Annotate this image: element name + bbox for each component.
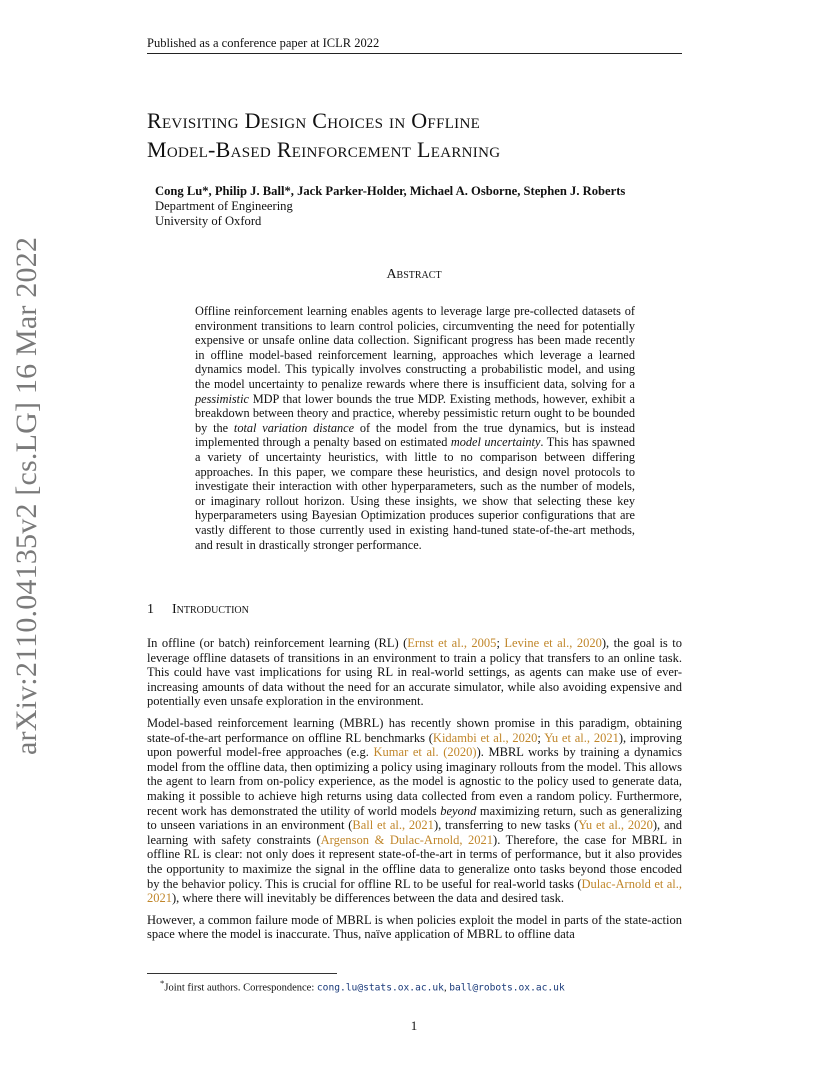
section-heading [147,602,249,618]
abstract-emph: total variation distance [233,420,355,435]
citation-link[interactable]: Ernst et al., 2005 [407,636,497,650]
citation-link[interactable]: Levine et al., 2020 [504,636,602,650]
author-university: University of Oxford [155,214,262,228]
text: Model-based reinforcement learning (MBRL) has recently shown promise in this paradigm, obtaining state-of-the-art performance on offline RL benchmarks ( [147,715,682,745]
email-link[interactable]: cong.lu@stats.ox.ac.uk [316,982,444,994]
author-block [155,184,715,229]
section-body [147,636,682,949]
abstract-part: MDP that lower bounds the true MDP. Existing methods, however, exhibit a breakdown between theory and practice, whereby pessimistic return ought to be bounded by the [195,391,635,435]
page-number: 1 [410,1018,418,1033]
footnote [160,978,680,994]
author-names: Cong Lu*, Philip J. Ball*, Jack Parker-Holder, Michael A. Osborne, Stephen J. Roberts [155,184,626,198]
title-line-2: Model-Based Reinforcement Learning [147,137,501,162]
text: ). Therefore, the case for MBRL in offline RL is clear: not only does it represent state-of-the-art in terms of performance, but it also provides the opportunity to maximize the signal in the offline data to generalize onto tasks beyond those encoded by the behavior policy. This is crucial for offline RL to be useful for real-world tasks ( [147,832,683,891]
abstract-emph: model uncertainty [450,435,541,450]
citation-link[interactable]: Yu et al., 2020 [578,818,653,833]
abstract-emph: pessimistic [195,391,249,406]
paragraph-2 [147,716,682,906]
text: ), improving upon powerful model-free approaches (e.g. [147,730,683,760]
citation-link[interactable]: Dulac-Arnold et al., 2021 [147,876,682,906]
email-link[interactable]: ball@robots.ox.ac.uk [449,982,565,994]
citation-link[interactable]: Yu et al., 2021 [544,730,619,745]
citation-link[interactable]: Ball et al., 2021 [352,818,434,833]
abstract-part: Offline reinforcement learning enables agents to leverage large pre-collected datasets of environment transitions to learn control policies, circumventing the need for potentially expensive or unsafe online data collection. Significant progress has been made recently in offline model-based reinforcement learning, approaches which leverage a learned dynamics model. This typically involves constructing a probabilistic model, and using the model uncertainty to penalize rewards where there is insufficient data, solving for a [195,304,635,391]
header-rule [147,53,682,54]
section-title: Introduction [172,602,249,617]
text: ). MBRL works by training a dynamics model from the offline data, then optimizing a policy using imaginary rollouts from the model. This allows the agent to learn from on-policy experience, as the model is agnostic to the policy used to generate data, making it possible to achieve high returns using data collected from even a random policy. Furthermore, recent work has demonstrated the utility of world models [147,745,683,818]
text: ), the goal is to leverage offline datasets of transitions in an environment to train a policy that transfers to an online task. This could have vast implications for using RL in real-world settings, as agents can make use of ever-increasing amounts of data without the need for an accurate simulator, while also avoiding expensive and potentially even unsafe exploration in the environment. [147,636,682,709]
text: In offline (or batch) reinforcement learning (RL) ( [147,636,408,650]
footnote-sep: , [443,982,450,994]
abstract-part: of the model from the true dynamics, but is instead implemented through a penalty based on estimated [195,420,636,450]
text: ), transferring to new tasks ( [433,818,579,833]
text: maximizing return, such as generalizing to unseen variations in an environment ( [147,803,683,833]
abstract-part: . This has spawned a variety of uncertainty heuristics, with little to no comparison between differing approaches. In this paper, we compare these heuristics, and design novel protocols to investigate their interaction with other hyperparameters, such as the number of models, or imaginary rollout horizon. Using these insights, we show that selecting these key hyperparameters using Bayesian Optimization produces superior configurations that are vastly different to those currently used in existing hand-tuned state-of-the-art methods, and result in drastically stronger performance. [195,435,635,552]
title-line-1: Revisiting Design Choices in Offline [147,108,481,133]
citation-link[interactable]: Argenson & Dulac-Arnold, 2021 [320,832,494,847]
section-number: 1 [147,602,154,617]
footnote-text: Joint first authors. Correspondence: [164,982,317,994]
text: ), and learning with safety constraints ( [147,818,682,847]
author-department: Department of Engineering [155,199,293,213]
footnote-marker: * [160,978,165,988]
paragraph-3: However, a common failure mode of MBRL is when policies exploit the model in parts of the state-action space where the model is inaccurate. Thus, naïve application of MBRL to offline data [147,912,682,942]
citation-link[interactable]: Kumar et al. (2020) [373,745,477,760]
running-header: Published as a conference paper at ICLR 2022 [147,36,380,50]
text: ), where there will inevitably be differences between the data and desired task. [172,891,564,906]
footnote-rule [147,973,337,974]
abstract-heading: Abstract [386,267,442,282]
text: ; [537,730,545,745]
paragraph-1 [147,636,682,709]
paper-title [147,106,747,164]
text: ; [496,636,505,650]
emph: beyond [440,803,477,818]
abstract-text [195,304,635,552]
citation-link[interactable]: Kidambi et al., 2020 [432,730,538,745]
arxiv-stamp: arXiv:2110.04135v2 [cs.LG] 16 Mar 2022 [10,236,43,755]
